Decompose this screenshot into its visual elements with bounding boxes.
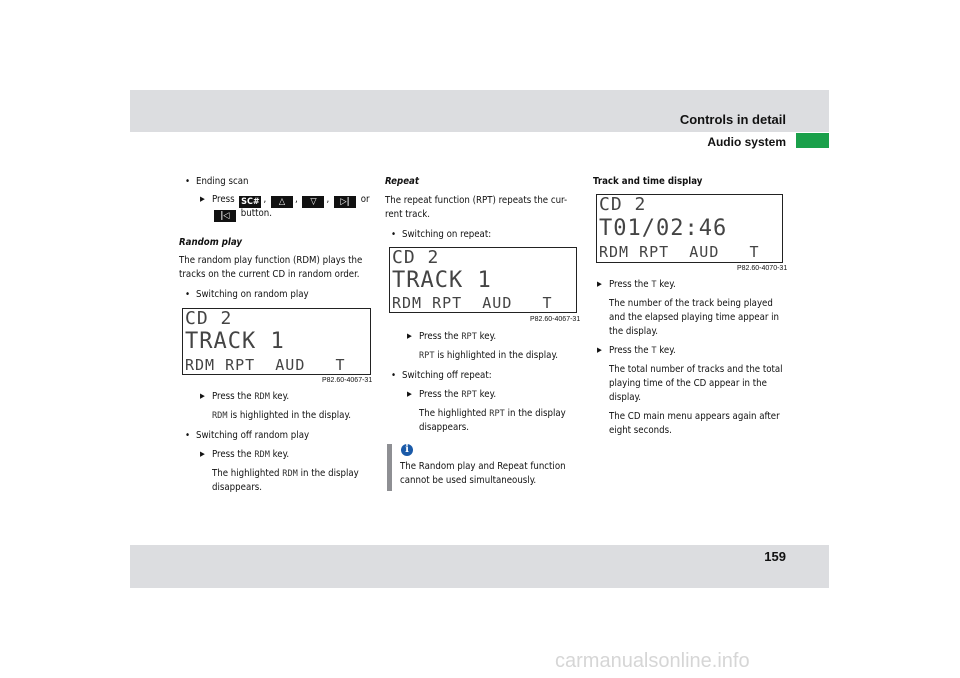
rdm-label: RDM [212,411,228,421]
switch-on-random-item [196,288,309,302]
rpt-press-step [419,330,496,345]
figure-code: P82.60-4067-31 [322,377,373,384]
t-result-2-line-3: display. [609,392,642,403]
lcd-line-2: T01/02:46 [599,216,728,241]
comma-text: , [326,194,330,205]
up-key-icon: △ [271,196,293,208]
button-text: button. [240,208,272,219]
section-subtitle: Audio system [707,135,786,149]
lcd-line-3: RDM RPT AUD T [392,294,553,312]
press-text: Press [212,194,235,205]
track-time-heading: Track and time display [593,176,703,187]
key-text: key. [479,331,497,342]
or-text: or [360,194,370,205]
rdm-off-result [212,467,359,482]
t-result-2-line-2: playing time of the CD appear in the [609,378,767,389]
scan-instruction [212,193,370,208]
repeat-heading: Repeat [385,176,420,187]
comma-text: , [294,194,298,205]
repeat-text-2: rent track. [385,209,430,220]
t-key-label: T [651,346,657,356]
t-press-step-2 [609,344,676,359]
rdm-key-label: RDM [254,450,270,460]
down-key-icon: ▽ [302,196,324,208]
rpt-label: RPT [419,351,435,361]
lcd-line-2: TRACK 1 [392,268,492,293]
random-play-text-2: tracks on the current CD in random order. [179,269,360,280]
lcd-line-1: CD 2 [185,308,233,329]
figure-code: P82.60-4070-31 [737,265,788,272]
rdm-key-label: RDM [254,392,270,402]
lcd-display-track-time [596,194,783,263]
random-play-heading: Random play [179,237,243,248]
press-the-text: Press the [419,331,459,342]
random-play-text-1: The random play function (RDM) plays the [179,255,363,266]
switch-on-random-label: Switching on random play [196,289,309,300]
ending-scan-label: Ending scan [196,176,249,187]
lcd-display-repeat [389,247,577,313]
key-text: key. [479,389,497,400]
rpt-key-label: RPT [461,332,477,342]
press-the-text: Press the [212,449,252,460]
figure-code: P82.60-4067-31 [530,316,581,323]
t-key-label: T [651,280,657,290]
scan-key-icon: SC# [241,197,260,207]
switch-off-repeat-label: Switching off repeat: [402,370,492,381]
t-result-2-line-1: The total number of tracks and the total [609,364,783,375]
highlighted-text: is highlighted in the display. [230,410,351,421]
t-press-step-1 [609,278,676,293]
press-the-text: Press the [609,345,649,356]
lcd-line-1: CD 2 [599,194,647,215]
note-text-2: cannot be used simultaneously. [400,475,537,486]
switch-off-random-label: Switching off random play [196,430,310,441]
the-highlighted-text: The highlighted [419,408,487,419]
note-bar [387,444,392,491]
press-the-text: Press the [212,391,252,402]
switch-on-repeat-item [402,228,491,242]
the-highlighted-text: The highlighted [212,468,280,479]
highlighted-text: is highlighted in the display. [437,350,558,361]
rpt-label: RPT [489,409,505,419]
info-icon: i [401,444,413,456]
scan-instruction-cont [212,207,272,222]
note-text-1: The Random play and Repeat function [400,461,566,472]
lcd-line-3: RDM RPT AUD T [185,356,346,374]
t-result-3-line-2: eight seconds. [609,425,672,436]
comma-text: , [263,194,267,205]
rpt-key-label: RPT [461,390,477,400]
ending-scan-item [196,175,249,189]
watermark: carmanualsonline.info [555,650,750,672]
lcd-line-3: RDM RPT AUD T [599,243,760,261]
section-tab-marker [796,133,829,148]
key-text: key. [659,345,676,356]
rpt-off-press-step [419,388,496,403]
t-result-3-line-1: The CD main menu appears again after [609,411,780,422]
lcd-line-2: TRACK 1 [185,329,285,354]
switch-on-repeat-label: Switching on repeat: [402,229,492,240]
rpt-highlight-result [419,349,558,364]
rdm-label: RDM [282,469,298,479]
next-key-icon: ▷| [334,196,356,208]
prev-key-icon: |◁ [214,210,236,222]
rpt-off-result [419,407,566,422]
press-the-text: Press the [609,279,649,290]
lcd-line-1: CD 2 [392,247,440,268]
repeat-text-1: The repeat function (RPT) repeats the cur- [385,195,568,206]
key-text: key. [272,391,290,402]
t-result-1-line-3: the display. [609,326,658,337]
page-title: Controls in detail [679,112,786,127]
in-display-text: in the display [300,468,359,479]
rdm-highlight-result [212,409,351,424]
t-result-1-line-1: The number of the track being played [609,298,773,309]
page-number: 159 [764,549,786,564]
in-display-text: in the display [507,408,566,419]
key-text: key. [272,449,290,460]
rdm-press-step [212,390,289,405]
footer-band [130,545,829,588]
rpt-off-result-cont: disappears. [419,422,470,433]
switch-off-random-item [196,429,309,443]
rdm-off-result-cont: disappears. [212,482,263,493]
switch-off-repeat-item [402,369,492,383]
t-result-1-line-2: and the elapsed playing time appear in [609,312,780,323]
rdm-off-press-step [212,448,289,463]
key-text: key. [659,279,676,290]
lcd-display-random [182,308,371,375]
press-the-text: Press the [419,389,459,400]
